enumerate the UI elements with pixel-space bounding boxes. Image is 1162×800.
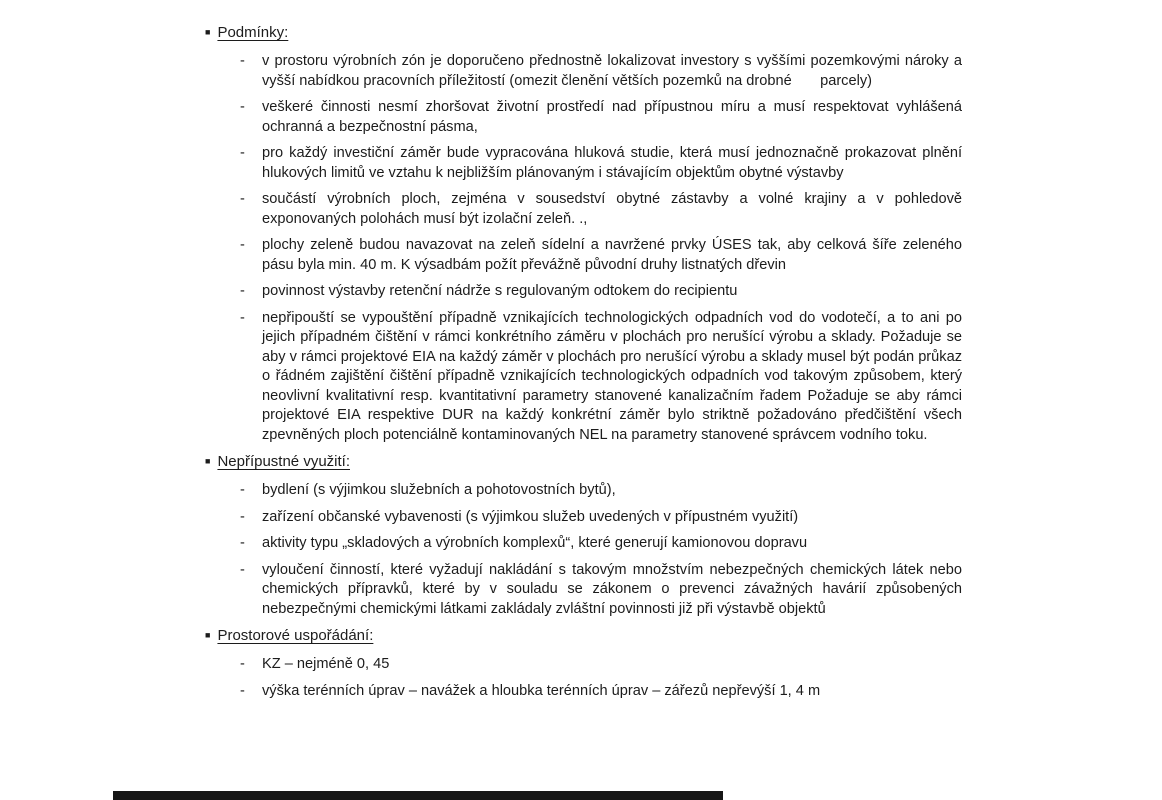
square-bullet-icon: ■ — [205, 27, 211, 37]
section-heading-text — [205, 452, 350, 473]
list-item-text: nepřipouští se vypouštění případně vznikajících technologických odpadních vod do vodotečí, a to ani po jejich případném čištění v rámci konkrétního záměru v plochách pro nerušící výrobu a sklady. Požaduje se aby v rámci projektové EIA na každý záměr v plochách pro nerušící výrobu a sklady musel být podán průkaz o řádném zajištění čištění případně vznikajících technologických odpadních vod takovým způsobem, který neovlivní kvalitativní resp. kvantitativní parametry stanovené kanalizačním řadem Požaduje se aby rámci projektové EIA respektive DUR na každý konkrétní záměr bylo striktně požadováno předčištění všech zpevněných ploch potenciálně kontaminovaných NEL na parametry stanovené správcem vodního toku. — [262, 309, 962, 443]
list-item — [205, 534, 962, 554]
list-item — [205, 236, 962, 275]
list-item-text: vyloučení činností, které vyžadují nakládání s takovým množstvím nebezpečných chemických látek nebo chemických přípravků, které by v souladu se zákonem o prevenci závažných havárií způsobených nebezpečnými chemickými látkami zakládaly zvláštní povinnosti již při výstavbě objektů — [262, 561, 962, 617]
list-item — [205, 52, 962, 91]
heading-label: Nepřípustné využití: — [217, 453, 350, 470]
square-bullet-icon: ■ — [205, 456, 211, 466]
list-item — [205, 98, 962, 137]
list-item-text: plochy zeleně budou navazovat na zeleň sídelní a navržené prvky ÚSES tak, aby celková šíře zeleného pásu byla min. 40 m. K výsadbám požít převážně původní druhy listnatých dřevin — [262, 237, 962, 273]
dash-bullet: - — [240, 53, 245, 69]
list-item-text: zařízení občanské vybavenosti (s výjimkou služeb uvedených v přípustném využití) — [262, 508, 799, 525]
list-item — [205, 309, 962, 446]
dash-bullet: - — [240, 482, 245, 498]
list-item — [205, 508, 962, 528]
dash-bullet: - — [240, 682, 245, 699]
dash-bullet: - — [240, 99, 245, 115]
list-item-text: pro každý investiční záměr bude vypracována hluková studie, která musí jednoznačně prokazovat plnění hlukových limitů ve vztahu k nejbližším plánovaným i stávajícím objektům obytné výstavby — [262, 145, 962, 181]
section-heading-podminky — [205, 23, 962, 44]
dash-bullet: - — [240, 535, 245, 551]
dash-bullet: - — [240, 656, 245, 672]
list-item — [205, 561, 962, 620]
list-item — [205, 481, 962, 501]
list-item-text: povinnost výstavby retenční nádrže s regulovaným odtokem do recipientu — [262, 283, 738, 299]
list-item-text: veškeré činnosti nesmí zhoršovat životní prostředí nad přípustnou míru a musí respektovat vyhlášená ochranná a bezpečnostní pásma, — [262, 99, 962, 135]
document-page — [205, 18, 962, 708]
dash-bullet: - — [240, 309, 245, 326]
dash-bullet: - — [240, 191, 245, 207]
list-item — [205, 682, 962, 702]
list-item-text: KZ – nejméně 0, 45 — [262, 656, 390, 672]
section-heading-text — [205, 23, 288, 44]
list-item-text: bydlení (s výjimkou služebních a pohotovostních bytů), — [262, 482, 616, 498]
list-item — [205, 144, 962, 183]
section-heading-prostorove-usporadani — [205, 626, 962, 647]
heading-label: Podmínky: — [217, 24, 289, 41]
list-item-text: výška terénních úprav – navážek a hloubka terénních úprav – zářezů nepřevýší 1, 4 m — [262, 682, 821, 699]
dash-bullet: - — [240, 237, 245, 253]
section-heading-nepripustne-vyuziti — [205, 452, 962, 473]
dash-bullet: - — [240, 283, 245, 299]
list-item — [205, 282, 962, 302]
square-bullet-icon: ■ — [205, 630, 211, 640]
list-item-text: součástí výrobních ploch, zejména v sousedství obytné zástavby a volné krajiny a v pohledově exponovaných polohách musí být izolační zeleň. ., — [262, 191, 962, 227]
list-item — [205, 190, 962, 229]
list-item-text: aktivity typu „skladových a výrobních komplexů“, které generují kamionovou dopravu — [262, 535, 808, 551]
list-item-text: v prostoru výrobních zón je doporučeno přednostně lokalizovat investory s vyššími pozemkovými nároky a vyšší nabídkou pracovních příležitostí (omezit členění větších pozemků na drobné parcely) — [262, 53, 962, 89]
dash-bullet: - — [240, 561, 245, 578]
heading-label: Prostorové uspořádání: — [217, 627, 374, 644]
section-heading-text — [205, 626, 373, 647]
dash-bullet: - — [240, 145, 245, 161]
dash-bullet: - — [240, 508, 245, 525]
list-item — [205, 655, 962, 675]
page-bottom-bar — [113, 791, 723, 800]
